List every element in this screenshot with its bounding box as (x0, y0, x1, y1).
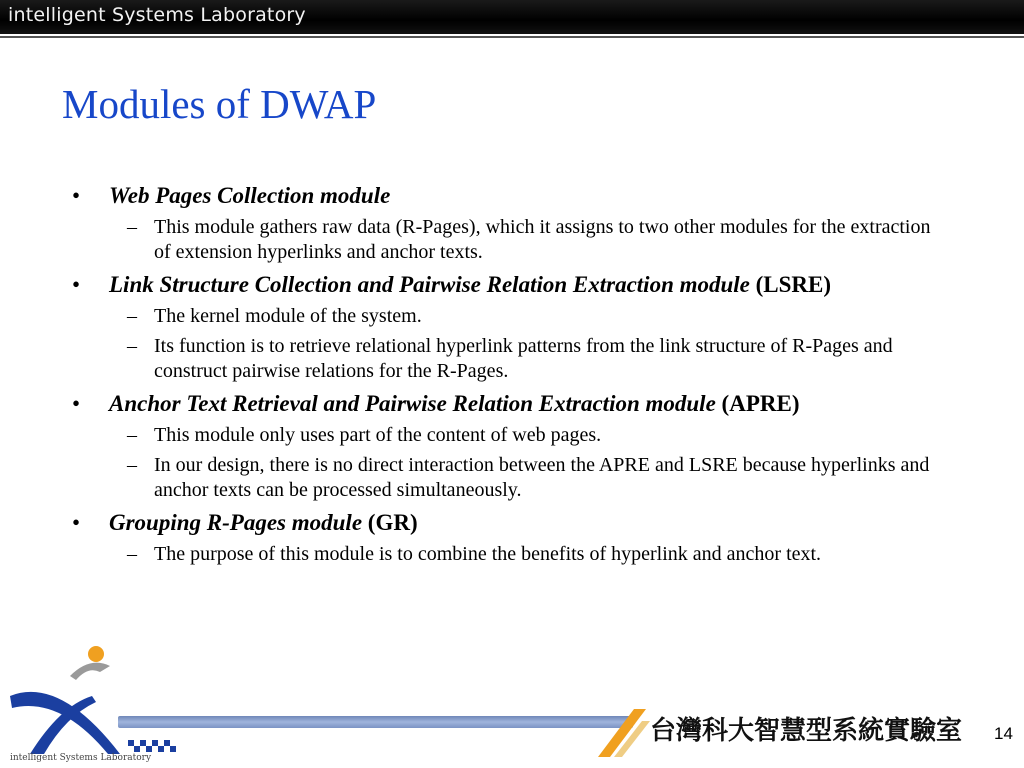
bullet-dot: • (72, 272, 81, 297)
sub-text: This module only uses part of the content of web pages. (154, 424, 602, 446)
bullet-item (72, 509, 972, 537)
sub-item (72, 453, 952, 503)
dash-marker: – (127, 543, 137, 565)
dash-marker: – (127, 216, 137, 238)
bullet-label: Link Structure Collection and Pairwise Relation Extraction module (109, 272, 750, 297)
sub-text: In our design, there is no direct interaction between the APRE and LSRE because hyperlinks and anchor texts can be processed simultaneously. (154, 454, 930, 501)
bullet-suffix: (APRE) (721, 391, 800, 416)
sub-text: The purpose of this module is to combine the benefits of hyperlink and anchor text. (154, 543, 822, 565)
sub-item (72, 304, 952, 329)
page-number: 14 (994, 724, 1013, 743)
logo-orange-dot (88, 646, 104, 662)
bullet-list (72, 176, 972, 567)
lab-logo (0, 636, 200, 768)
bullet-label: Grouping R-Pages module (109, 510, 363, 535)
bullet-dot: • (72, 391, 81, 416)
logo-grey-swoosh (70, 663, 110, 680)
dash-marker: – (127, 454, 137, 476)
orange-slash-graphic (594, 705, 654, 761)
bullet-suffix: (GR) (367, 510, 418, 535)
bullet-suffix: (LSRE) (755, 272, 832, 297)
sub-item (72, 215, 952, 265)
sub-text: Its function is to retrieve relational hyperlink patterns from the link structure of R-Pages and construct pairwise relations for the R-Pages. (154, 335, 893, 382)
bullet-item (72, 390, 972, 418)
sub-item (72, 423, 952, 448)
lab-name-chinese: 台灣科大智慧型系統實驗室 (650, 716, 963, 746)
dash-marker: – (127, 424, 137, 446)
bullet-item (72, 182, 972, 210)
sub-item (72, 334, 952, 384)
slide-title: Modules of DWAP (62, 81, 377, 127)
sub-text: This module gathers raw data (R-Pages), which it assigns to two other modules for the extraction of extension hyperlinks and anchor texts. (154, 216, 931, 263)
dash-marker: – (127, 305, 137, 327)
sub-item (72, 542, 952, 567)
footer-divider (118, 716, 633, 728)
header-bar (0, 0, 1024, 36)
bullet-dot: • (72, 510, 81, 535)
bullet-item (72, 271, 972, 299)
logo-checker (128, 740, 176, 752)
dash-marker: – (127, 335, 137, 357)
bullet-dot: • (72, 183, 81, 208)
lab-logo-graphic (0, 636, 200, 768)
sub-text: The kernel module of the system. (154, 305, 422, 327)
logo-caption: intelligent Systems Laboratory (10, 753, 152, 763)
header-title: intelligent Systems Laboratory (8, 4, 306, 26)
bullet-label: Web Pages Collection module (109, 183, 391, 208)
bullet-label: Anchor Text Retrieval and Pairwise Relation Extraction module (109, 391, 716, 416)
